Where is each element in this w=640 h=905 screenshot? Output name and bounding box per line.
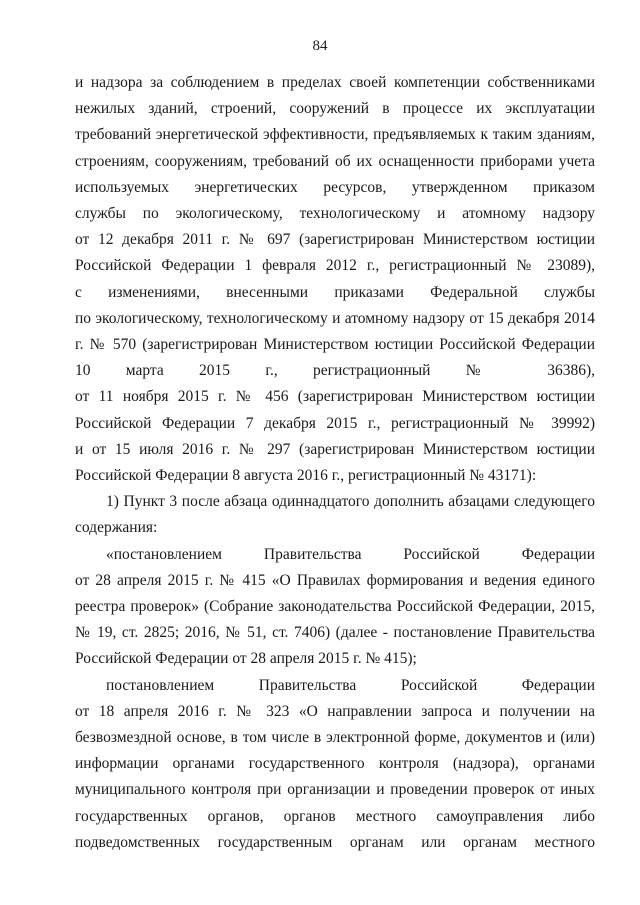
text-line: 1) Пункт 3 после абзаца одиннадцатого дополнить абзацами следующего <box>106 493 595 510</box>
text-line: г. № 570 (зарегистрирован Министерством юстиции Российской Федерации <box>75 336 595 353</box>
text-line: подведомственных государственным органам или органам местного <box>75 834 595 851</box>
text-line: от 18 апреля 2016 г. № 323 «О направлении запроса и получении на <box>75 703 595 720</box>
text-line: и от 15 июля 2016 г. № 297 (зарегистрирован Министерством юстиции <box>75 441 595 458</box>
text-line: требований энергетической эффективности, предъявляемых к таким зданиям, <box>75 126 595 143</box>
text-line: реестра проверок» (Собрание законодательства Российской Федерации, 2015, <box>75 598 595 615</box>
text-line: от 12 декабря 2011 г. № 697 (зарегистрирован Министерством юстиции <box>75 231 595 248</box>
text-line: № 19, ст. 2825; 2016, № 51, ст. 7406) (далее - постановление Правительства <box>75 624 595 641</box>
text-line: информации органами государственного контроля (надзора), органами <box>75 755 595 772</box>
text-line: строениям, сооружениям, требований об их оснащенности приборами учета <box>75 153 595 170</box>
text-line: государственных органов, органов местного самоуправления либо <box>75 808 595 825</box>
text-line: службы по экологическому, технологическому и атомному надзору <box>75 205 595 222</box>
text-line: Российской Федерации 7 декабря 2015 г., регистрационный № 39992) <box>75 415 595 432</box>
text-line: Российской Федерации 1 февраля 2012 г., регистрационный № 23089), <box>75 257 595 274</box>
text-line: с изменениями, внесенными приказами Федеральной службы <box>75 284 595 301</box>
text-line: постановлением Правительства Российской Федерации <box>106 677 595 694</box>
text-line: Российской Федерации 8 августа 2016 г., регистрационный № 43171): <box>75 467 537 484</box>
text-line: от 11 ноября 2015 г. № 456 (зарегистрирован Министерством юстиции <box>75 388 595 405</box>
text-line: по экологическому, технологическому и атомному надзору от 15 декабря 2014 <box>75 310 595 327</box>
text-line: Российской Федерации от 28 апреля 2015 г. № 415); <box>75 650 417 667</box>
text-line: 10 марта 2015 г., регистрационный № 36386), <box>75 362 595 379</box>
text-line: от 28 апреля 2015 г. № 415 «О Правилах формирования и ведения единого <box>75 572 595 589</box>
text-line: «постановлением Правительства Российской Федерации <box>106 546 595 563</box>
text-line: нежилых зданий, строений, сооружений в процессе их эксплуатации <box>75 100 595 117</box>
page-number: 84 <box>312 38 328 54</box>
text-line: используемых энергетических ресурсов, утвержденном приказом <box>75 179 595 196</box>
text-line: содержания: <box>75 519 158 536</box>
text-line: безвозмездной основе, в том числе в электронной форме, документов и (или) <box>75 729 595 746</box>
text-line: и надзора за соблюдением в пределах своей компетенции собственниками <box>75 74 595 91</box>
text-line: муниципального контроля при организации и проведении проверок от иных <box>75 781 595 798</box>
